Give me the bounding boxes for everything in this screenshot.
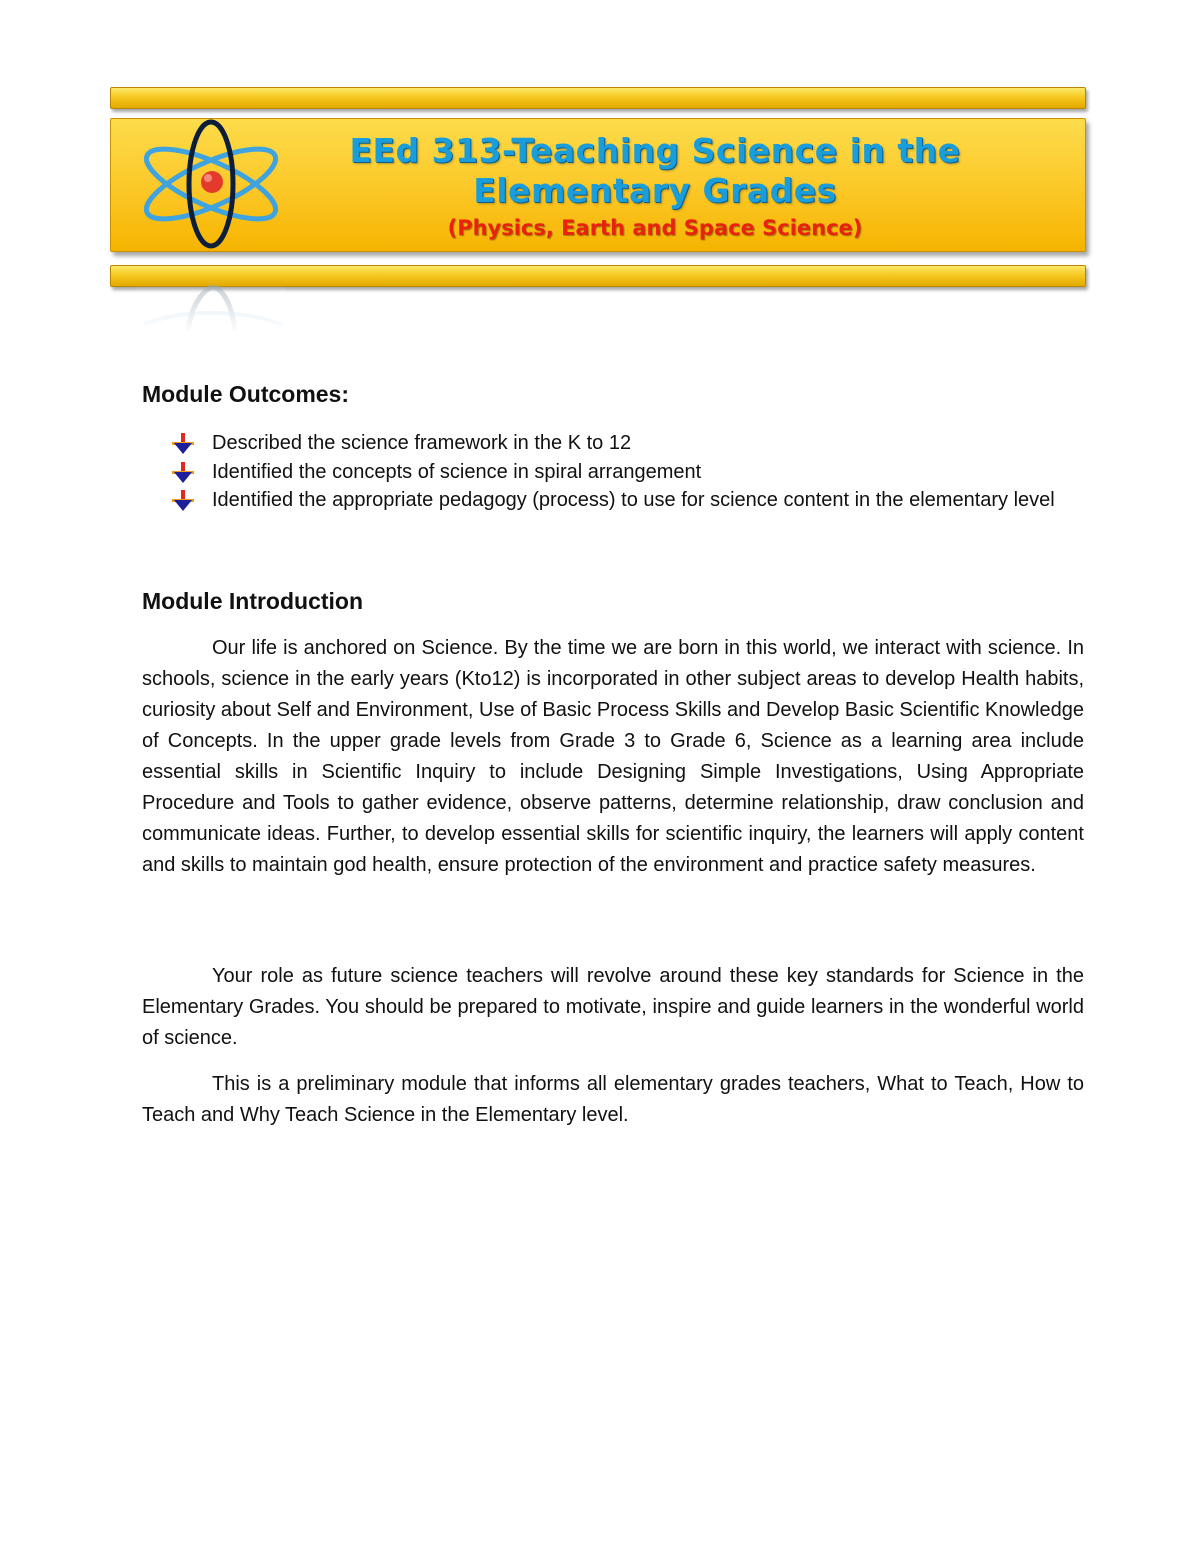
list-item bbox=[142, 458, 1084, 487]
banner-bottom-stripe bbox=[110, 265, 1086, 287]
down-arrow-bullet-icon bbox=[172, 462, 194, 484]
course-title-line-2: Elementary Grades bbox=[473, 171, 837, 210]
intro-paragraph-3: This is a preliminary module that informs all elementary grades teachers, What to Teach, How to Teach and Why Teach Science in the Elementary level. bbox=[142, 1073, 1084, 1126]
down-arrow-bullet-icon bbox=[172, 490, 194, 512]
atom-icon bbox=[136, 118, 286, 250]
list-item bbox=[142, 429, 1084, 458]
outcome-text: Identified the appropriate pedagogy (process) to use for science content in the elementary level bbox=[212, 489, 1055, 511]
course-title-line-1: EEd 313-Teaching Science in the bbox=[349, 131, 961, 170]
course-subtitle: (Physics, Earth and Space Science) bbox=[447, 216, 863, 240]
intro-paragraph-1: Our life is anchored on Science. By the time we are born in this world, we interact with science. In schools, science in the early years (Kto12) is incorporated in other subject areas to develop Health habits, curiosity about Self and Environment, Use of Basic Process Skills and Develop Basic Scientific Knowledge of Concepts. In the upper grade levels from Grade 3 to Grade 6, Science as a learning area include essential skills in Scientific Inquiry to include Designing Simple Investigations, Using Appropriate Procedure and Tools to gather evidence, observe patterns, determine relationship, draw conclusion and communicate ideas. Further, to develop essential skills for scientific inquiry, the learners will apply content and skills to maintain god health, ensure protection of the environment and practice safety measures. bbox=[142, 637, 1084, 876]
module-introduction-heading: Module Introduction bbox=[142, 588, 364, 614]
outcome-text: Identified the concepts of science in spiral arrangement bbox=[212, 460, 702, 483]
down-arrow-bullet-icon bbox=[172, 433, 194, 455]
module-outcomes-heading: Module Outcomes: bbox=[142, 381, 350, 407]
outcome-text: Described the science framework in the K to 12 bbox=[212, 432, 632, 454]
intro-paragraph-2: Your role as future science teachers will revolve around these key standards for Science in the Elementary Grades. You should be prepared to motivate, inspire and guide learners in the wonderful world of science. bbox=[142, 965, 1084, 1049]
list-item bbox=[142, 486, 1084, 515]
outcomes-list bbox=[142, 429, 1084, 515]
banner-top-stripe bbox=[110, 87, 1086, 109]
atom-reflection-icon bbox=[136, 285, 286, 333]
